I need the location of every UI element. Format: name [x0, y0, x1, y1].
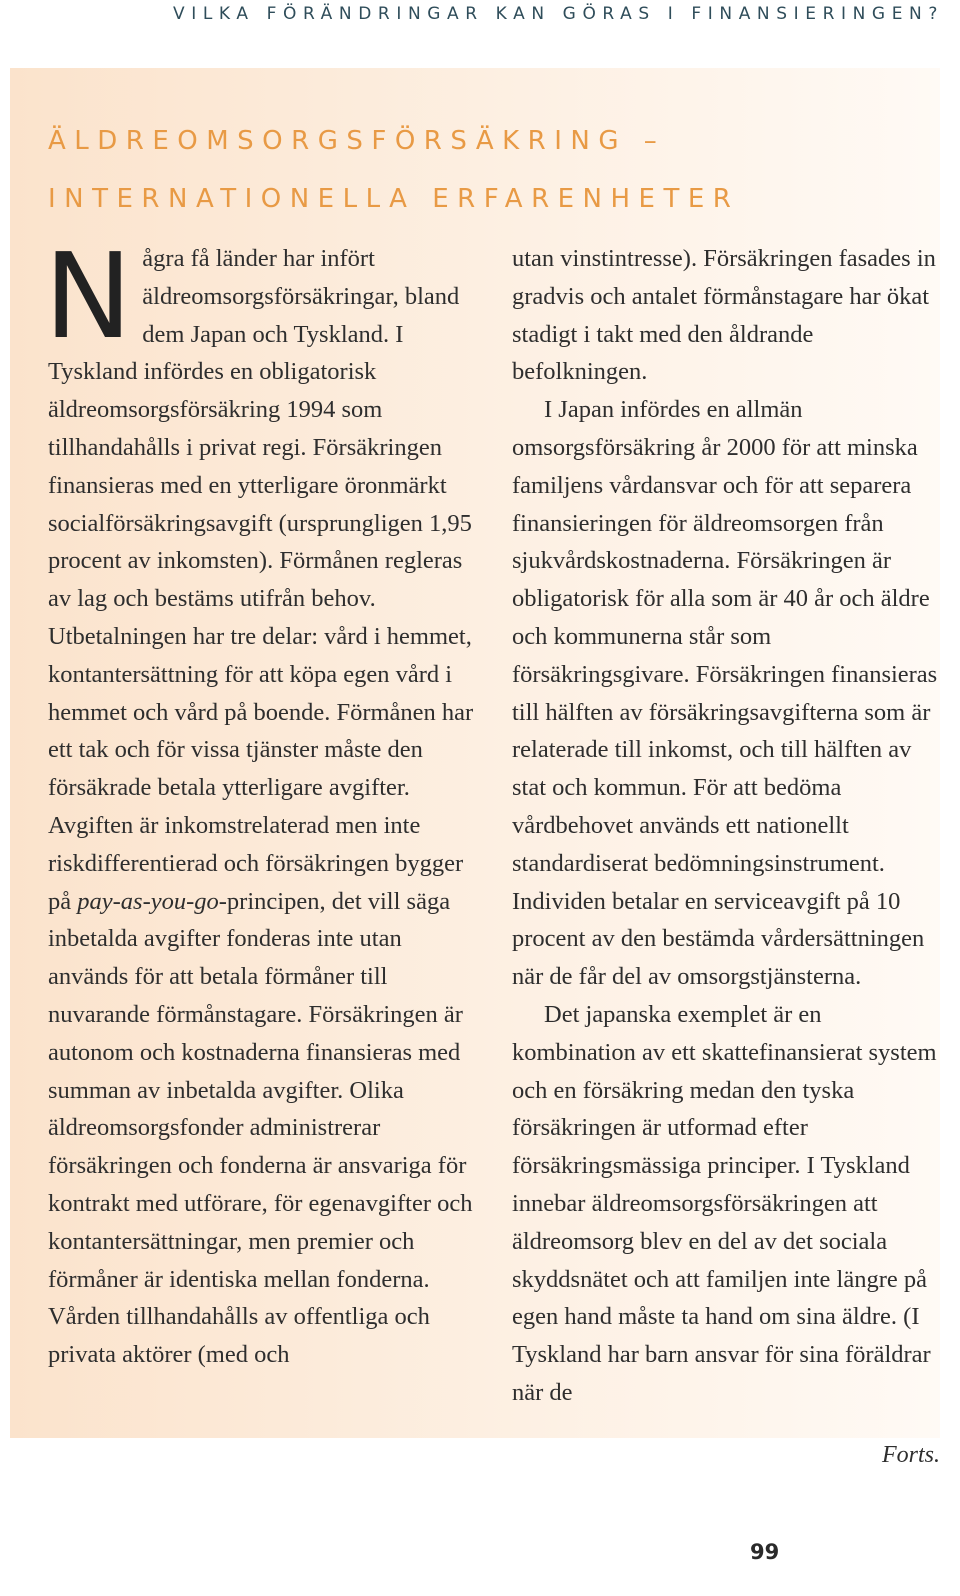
box-title-line-1: ÄLDREOMSORGSFÖRSÄKRING – [48, 126, 666, 156]
box-title-line-2: INTERNATIONELLA ERFARENHETER [48, 184, 740, 214]
right-paragraph-2: I Japan infördes en allmän omsorgsförsäkring år 2000 för att minska familjens vårdansvar och för att separera finansieringen för äldreomsorgen från sjukvårdskostnaderna. Försäkringen är obligatorisk för alla som är 40 år och äldre och kommunerna står som försäkringsgivare. Försäkringen finansieras till hälften av försäkringsavgifterna som är relaterade till inkomst, och till hälften av stat och kommun. För att bedöma vårdbehovet används ett nationellt standardiserat bedömningsinstrument. Individen betalar en serviceavgift på 10 procent av den bestämda vårdersättningen när de får del av omsorgstjänsterna. [512, 396, 938, 991]
box-title [48, 112, 739, 228]
right-paragraph-1: utan vinstintresse). Försäkringen fasades in gradvis och antalet förmånstagare har ökat stadigt i takt med den åldrande befolkningen. [512, 245, 936, 386]
left-text-part-1: ågra få länder har infört äldreomsorgsförsäkringar, bland dem Japan och Tyskland. I Tyskland infördes en obligatorisk äldreomsorgsförsäkring 1994 som tillhandahålls i privat regi. Försäkringen finansieras med en ytterligare öronmärkt socialförsäkringsavgift (ursprungligen 1,95 procent av inkomsten). Förmånen regleras av lag och bestäms utifrån behov. Utbetalningen har tre delar: vård i hemmet, kontantersättning för att köpa egen vård i hemmet och vård på boende. Förmånen har ett tak och för vissa tjänster måste den försäkrade betala ytterligare avgifter. Avgiften är inkomstrelaterad men inte riskdifferentierad och försäkringen bygger på [48, 245, 474, 915]
page-number: 99 [750, 1540, 780, 1564]
left-column [44, 227, 480, 1374]
left-text-part-2: -principen, det vill säga inbetalda avgifter fonderas inte utan används för att betala förmåner till nuvarande förmånstagare. Försäkringen är autonom och kostnaderna finansieras med summan av inbetalda avgifter. Olika äldreomsorgsfonder administrerar försäkringen och fonderna är ansvariga för kontrakt med utförare, för egenavgifter och kontantersättningar, men premier och förmåner är identiska mellan fonderna. Vården tillhandahålls av offentliga och privata aktörer (med och [48, 887, 473, 1369]
right-paragraph-3: Det japanska exemplet är en kombination av ett skattefinansierat system och en försäkring medan den tyska försäkringen är utformad efter försäkringsmässiga principer. I Tyskland innebar äldreomsorgsförsäkringen att äldreomsorg blev en del av det sociala skyddsnätet och att familjen inte längre på egen hand måste ta hand om sina äldre. (I Tyskland har barn ansvar för sina föräldrar när de [512, 1000, 937, 1406]
left-text-italic: pay-as-you-go [77, 887, 219, 915]
drop-cap: N [44, 227, 133, 365]
continued-label: Forts. [881, 1442, 940, 1468]
left-column-paragraph [44, 227, 480, 1374]
running-header: VILKA FÖRÄNDRINGAR KAN GÖRAS I FINANSIERINGEN? [173, 4, 944, 24]
right-column [512, 240, 944, 1412]
